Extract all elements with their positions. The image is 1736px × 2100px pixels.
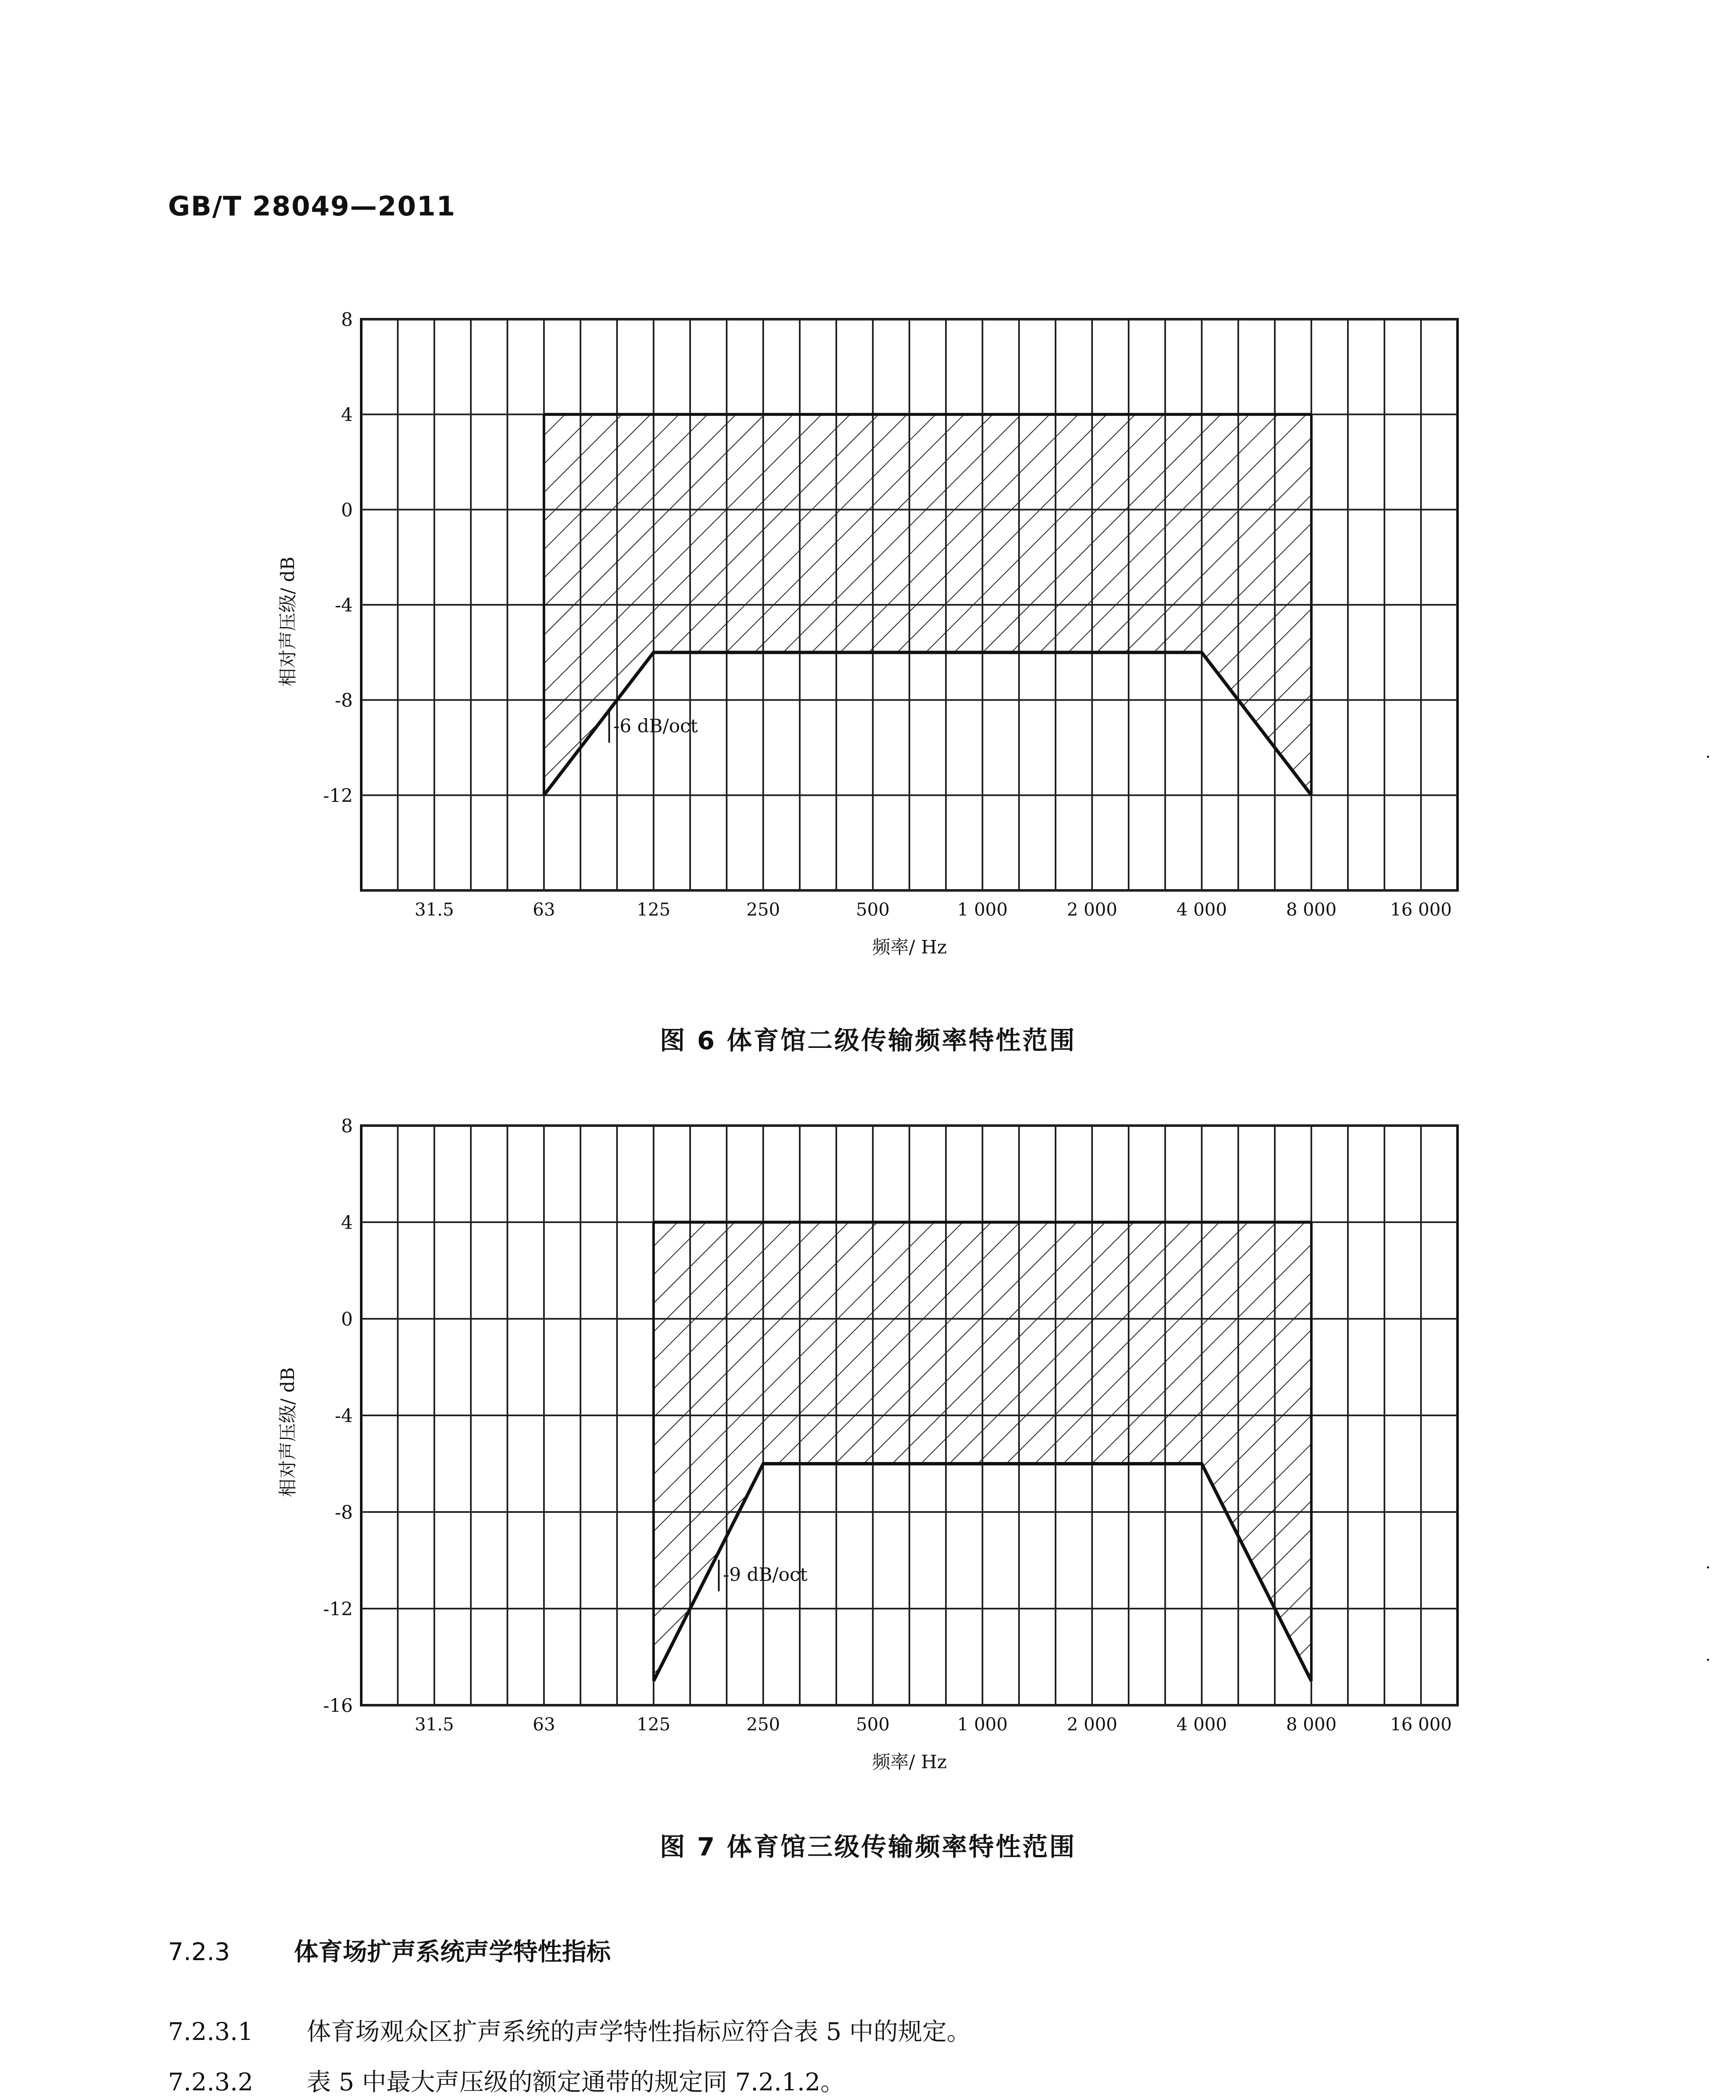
y-tick-label: -12 (323, 1599, 353, 1620)
paragraph-text: 表 5 中最大声压级的额定通带的规定同 7.2.1.2。 (307, 2068, 845, 2096)
x-tick-label: 63 (533, 899, 555, 920)
slope-annotation: -6 dB/oct (613, 715, 698, 737)
x-tick-label: 16 000 (1390, 899, 1452, 920)
x-tick-label: 500 (856, 1714, 890, 1735)
x-tick-label: 250 (746, 1714, 780, 1735)
paragraph-number: 7.2.3.1 (168, 2017, 253, 2046)
x-axis-title: 频率/ Hz (872, 1751, 947, 1773)
y-tick-label: -16 (323, 1695, 353, 1717)
slope-annotation: -9 dB/oct (723, 1564, 808, 1586)
section-title: 体育场扩声系统声学特性指标 (294, 1937, 611, 1966)
x-tick-label: 1 000 (957, 899, 1008, 920)
y-tick-label: 0 (341, 1309, 353, 1330)
paragraph-7-2-3-1 (168, 2012, 971, 2047)
y-tick-label: -8 (335, 1502, 353, 1523)
section-heading (168, 1932, 611, 1967)
x-tick-label: 500 (856, 899, 890, 920)
y-tick-label: -4 (335, 595, 353, 616)
x-tick-label: 4 000 (1176, 1714, 1227, 1735)
x-tick-label: 8 000 (1286, 899, 1337, 920)
paragraph-text: 体育场观众区扩声系统的声学特性指标应符合表 5 中的规定。 (307, 2017, 971, 2046)
paragraph-number: 7.2.3.2 (168, 2068, 253, 2096)
figure-6-svg (277, 294, 1470, 1008)
standard-number-header: GB/T 28049—2011 (168, 191, 456, 222)
scan-mark: · (1705, 1651, 1711, 1670)
paragraph-7-2-3-2 (168, 2062, 845, 2097)
y-tick-label: 4 (341, 1212, 353, 1234)
y-tick-label: -12 (323, 785, 353, 807)
tolerance-area (544, 415, 1311, 795)
y-axis-title: 相对声压级/ dB (277, 556, 299, 687)
x-tick-label: 63 (533, 1714, 555, 1735)
y-tick-label: -4 (335, 1405, 353, 1427)
figure-7-svg (277, 1100, 1470, 1823)
x-tick-label: 16 000 (1390, 1714, 1452, 1735)
section-number: 7.2.3 (168, 1937, 230, 1966)
x-tick-label: 2 000 (1066, 1714, 1118, 1735)
x-tick-label: 31.5 (415, 1714, 454, 1735)
y-tick-label: -8 (335, 690, 353, 711)
scan-mark: · (1705, 748, 1711, 767)
y-tick-label: 4 (341, 404, 353, 426)
y-axis-title: 相对声压级/ dB (277, 1367, 299, 1497)
figure-7-caption: 图 7 体育馆三级传输频率特性范围 (659, 1832, 1077, 1862)
x-tick-label: 31.5 (415, 899, 454, 920)
figure-6-chart (277, 294, 1470, 1008)
y-tick-label: 8 (341, 309, 353, 331)
x-tick-label: 2 000 (1066, 899, 1118, 920)
x-tick-label: 125 (636, 1714, 671, 1735)
x-tick-label: 8 000 (1286, 1714, 1337, 1735)
x-tick-label: 1 000 (957, 1714, 1008, 1735)
figure-6-caption: 图 6 体育馆二级传输频率特性范围 (659, 1026, 1077, 1055)
x-axis-title: 频率/ Hz (872, 937, 947, 958)
x-tick-label: 250 (746, 899, 780, 920)
x-tick-label: 125 (636, 899, 671, 920)
y-tick-label: 0 (341, 499, 353, 521)
y-tick-label: 8 (341, 1116, 353, 1137)
figure-7-chart (277, 1100, 1470, 1823)
scan-mark: · (1705, 1558, 1711, 1578)
x-tick-label: 4 000 (1176, 899, 1227, 920)
